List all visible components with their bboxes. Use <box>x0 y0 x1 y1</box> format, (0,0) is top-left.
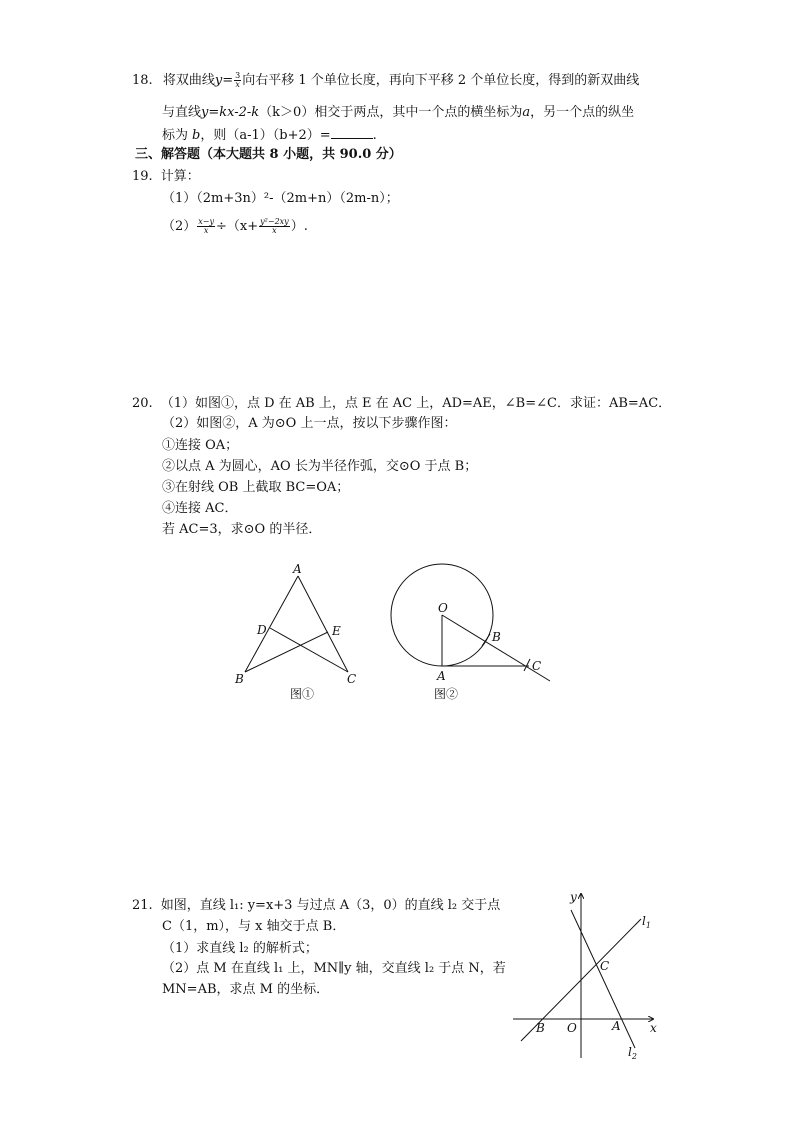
figure-1-caption: 图① <box>290 687 315 701</box>
figure-2-circle <box>385 560 560 705</box>
q21-line2: C（1，m），与 x 轴交于点 B． <box>162 919 346 934</box>
label-c: C <box>347 672 357 686</box>
q19-fraction-1: $\frac{x-y}{x}$ <box>198 217 215 235</box>
label-a: A <box>437 669 446 683</box>
q20-step4: ④连接 AC． <box>162 501 238 516</box>
label-a: A <box>293 562 302 576</box>
q19-fraction-2: $\frac{\text{y²−2xy}}{x}$ <box>260 217 289 235</box>
q21-part1: （1）求直线 l₂ 的解析式； <box>162 941 318 956</box>
label-l2: $l_2$ <box>628 1045 637 1061</box>
q18-number: 18. <box>132 73 153 88</box>
q19-number: 19. <box>132 169 153 184</box>
q21-line5: MN=AB，求点 M 的坐标． <box>162 982 330 997</box>
answer-blank[interactable] <box>331 126 373 139</box>
section-heading: 三、解答题（本大题共 8 小题，共 90.0 分） <box>135 147 402 162</box>
axis-label-x: x <box>650 1021 657 1035</box>
label-b: B <box>492 630 501 644</box>
q19-title: 19. 计算： <box>132 169 200 184</box>
figure-2-caption: 图② <box>434 687 459 701</box>
q20-step3: ③在射线 OB 上截取 BC=OA； <box>162 480 350 495</box>
segment-eb <box>245 632 328 672</box>
q18-fraction: $\frac{3}{x}$ <box>235 71 241 89</box>
label-c: C <box>532 659 542 673</box>
label-d: D <box>257 623 267 637</box>
q20-step2: ②以点 A 为圆心，AO 长为半径作弧，交⊙O 于点 B； <box>162 459 478 474</box>
q21-line4: （2）点 M 在直线 l₁ 上，MN∥y 轴，交直线 l₂ 于点 N，若 <box>162 961 506 976</box>
q19-part2: （2） $\frac{x-y}{x}$ ÷（x+ $\frac{\text{y²−2xy}}{x}$ ）. <box>162 217 308 235</box>
figure-1-triangle <box>230 560 370 705</box>
q19-part1: （1）（2m+3n）²-（2m+n）（2m-n）； <box>162 191 399 206</box>
q21-line1: 21. 如图，直线 l₁: y=x+3 与过点 A（3，0）的直线 l₂ 交于点 <box>132 898 501 913</box>
q20-line1: 20. （1）如图①，点 D 在 AB 上，点 E 在 AC 上，AD=AE，∠B=∠C．求证：AB=AC． <box>132 396 672 411</box>
arc-mark-c <box>524 659 530 671</box>
label-a: A <box>612 1019 621 1033</box>
segment-ab <box>245 576 298 672</box>
q20-number: 20. <box>132 396 153 411</box>
label-b: B <box>235 672 244 686</box>
q18-line3: 标为 b，则（a-1）（b+2）= . <box>162 128 377 143</box>
q20-line2: （2）如图②，A 为⊙O 上一点，按以下步骤作图： <box>162 416 457 431</box>
label-e: E <box>332 624 341 638</box>
label-l1: $l_1$ <box>642 914 651 930</box>
q18-line1: 18. 将双曲线y= $\frac{3}{x}$ 向右平移 1 个单位长度，再向下平移 2 个单位长度，得到的新双曲线 <box>132 71 640 89</box>
q21-number: 21. <box>132 898 153 913</box>
label-c: C <box>600 959 610 973</box>
label-o: O <box>438 601 448 615</box>
q18-line2: 与直线y=kx-2-k（k＞0）相交于两点，其中一个点的横坐标为a，另一个点的纵坐 <box>162 105 635 120</box>
label-b: B <box>536 1021 545 1035</box>
q20-step1: ①连接 OA； <box>162 438 239 453</box>
q20-condition: 若 AC=3，求⊙O 的半径． <box>162 522 322 537</box>
label-origin: O <box>567 1021 577 1035</box>
coordinate-figure <box>505 880 665 1065</box>
axis-label-y: y <box>570 890 577 904</box>
